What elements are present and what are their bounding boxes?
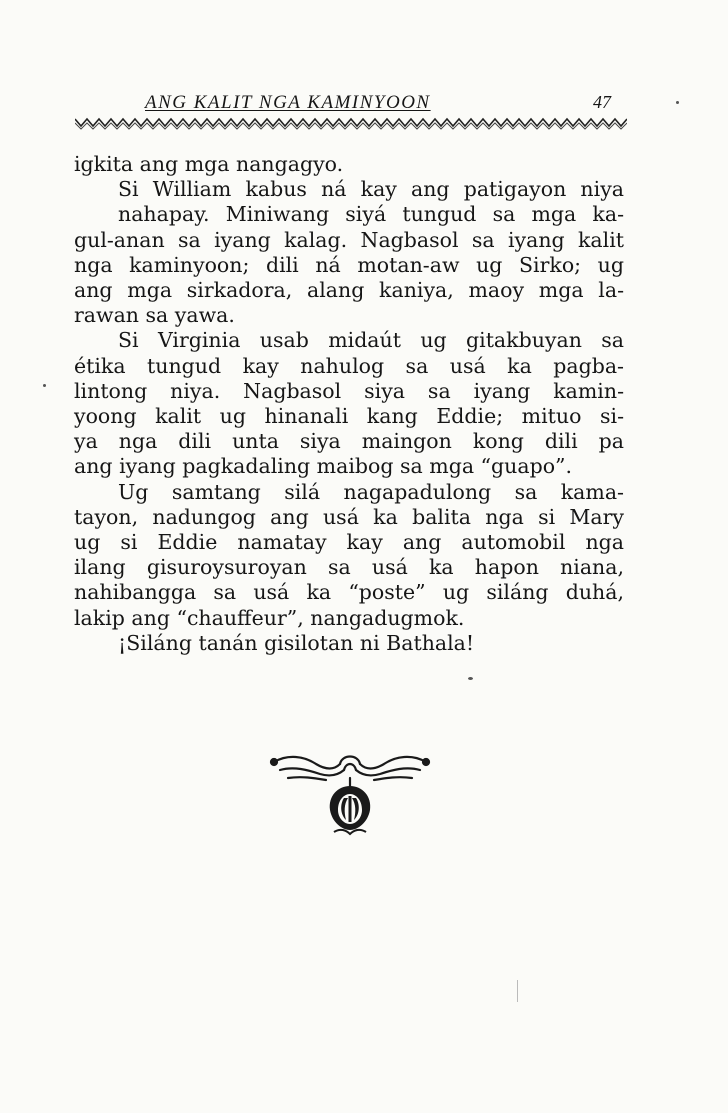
paragraph-5 bbox=[74, 631, 624, 656]
text-line: nga kaminyoon; dili ná motan-aw ug Sirko; ug bbox=[74, 252, 624, 277]
ink-speck bbox=[517, 980, 518, 1002]
text-line: lintong niya. Nagbasol siya sa iyang kamin- bbox=[74, 378, 624, 403]
text-line: Si Virginia usab midaút ug gitakbuyan sa bbox=[118, 328, 624, 353]
paragraph-3 bbox=[74, 328, 624, 479]
text-line: ¡Siláng tanán gisilotan ni Bathala! bbox=[118, 630, 475, 655]
page-header bbox=[75, 92, 625, 118]
floral-ornament-icon bbox=[268, 748, 432, 836]
ink-speck bbox=[468, 677, 473, 680]
decorative-zigzag-rule bbox=[75, 116, 627, 130]
text-line: igkita ang mga nangagyo. bbox=[74, 152, 344, 176]
text-line: nahibangga sa usá ka “poste” ug siláng duhá, bbox=[74, 580, 624, 605]
running-title: ANG KALIT NGA KAMINYOON bbox=[145, 92, 431, 113]
text-line: yoong kalit ug hinanali kang Eddie; mituo si- bbox=[74, 404, 624, 429]
text-line: lakip ang “chauffeur”, nangadugmok. bbox=[74, 605, 465, 630]
paragraph-2 bbox=[74, 177, 624, 328]
text-line: ang iyang pagkadaling maibog sa mga “guapo”. bbox=[74, 454, 573, 479]
text-line: Ug samtang silá nagapadulong sa kama- bbox=[118, 479, 624, 504]
paragraph-4 bbox=[74, 480, 624, 631]
text-line: gul-anan sa iyang kalag. Nagbasol sa iyang kalit bbox=[74, 227, 624, 252]
text-line: ug si Eddie namatay kay ang automobil nga bbox=[74, 530, 624, 555]
text-line: ang mga sirkadora, alang kaniya, maoy mga la- bbox=[74, 278, 624, 303]
body-text bbox=[74, 152, 624, 656]
text-line: rawan sa yawa. bbox=[74, 303, 235, 328]
text-line: ilang gisuroysuroyan sa usá ka hapon niana, bbox=[74, 555, 624, 580]
text-line: ya nga dili unta siya maingon kong dili pa bbox=[74, 429, 624, 454]
page-number: 47 bbox=[593, 92, 611, 112]
ink-speck bbox=[676, 101, 679, 104]
text-line: Si William kabus ná kay ang patigayon niya nahapay. Miniwang siyá tungud sa mga ka- bbox=[118, 177, 624, 227]
text-line: étika tungud kay nahulog sa usá ka pagba- bbox=[74, 353, 624, 378]
text-line: tayon, nadungog ang usá ka balita nga si Mary bbox=[74, 504, 624, 529]
paragraph-1 bbox=[74, 152, 624, 177]
ink-speck bbox=[43, 384, 46, 387]
